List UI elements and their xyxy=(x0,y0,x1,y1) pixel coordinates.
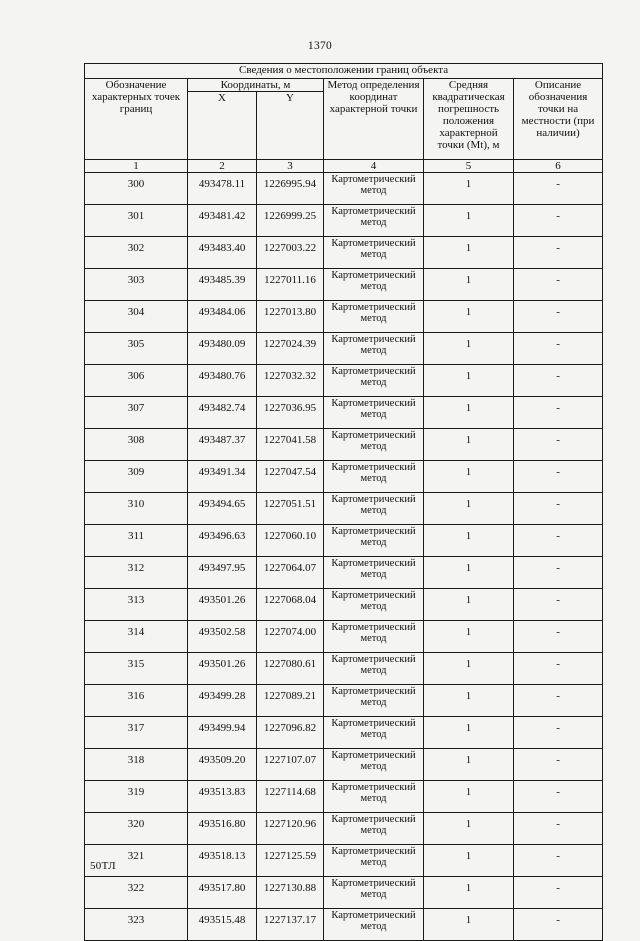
table-row xyxy=(85,525,603,557)
coord-y-cell: 1227064.07 xyxy=(257,557,324,589)
mt-cell: 1 xyxy=(424,461,514,493)
mt-cell: 1 xyxy=(424,525,514,557)
method-cell: Картометрический метод xyxy=(324,589,424,621)
point-number-cell: 314 xyxy=(85,621,188,653)
mt-cell: 1 xyxy=(424,173,514,205)
coord-y-cell: 1227060.10 xyxy=(257,525,324,557)
description-cell: - xyxy=(514,173,603,205)
method-cell: Картометрический метод xyxy=(324,397,424,429)
coord-y-cell: 1227125.59 xyxy=(257,845,324,877)
header-description: Описание обозначения точки на местности (при наличии) xyxy=(514,79,603,160)
coord-y-cell: 1227003.22 xyxy=(257,237,324,269)
page-number: 1370 xyxy=(307,40,333,52)
point-number-cell: 306 xyxy=(85,365,188,397)
table-row xyxy=(85,781,603,813)
coord-x-cell: 493497.95 xyxy=(188,557,257,589)
method-cell: Картометрический метод xyxy=(324,269,424,301)
coord-y-cell: 1227051.51 xyxy=(257,493,324,525)
table-row xyxy=(85,205,603,237)
table-row xyxy=(85,909,603,941)
mt-cell: 1 xyxy=(424,237,514,269)
mt-cell: 1 xyxy=(424,685,514,717)
coord-x-cell: 493515.48 xyxy=(188,909,257,941)
method-cell: Картометрический метод xyxy=(324,333,424,365)
description-cell: - xyxy=(514,269,603,301)
description-cell: - xyxy=(514,301,603,333)
coord-y-cell: 1227024.39 xyxy=(257,333,324,365)
table-title-row xyxy=(85,64,603,79)
coord-y-cell: 1226995.94 xyxy=(257,173,324,205)
point-number-cell: 303 xyxy=(85,269,188,301)
coord-y-cell: 1227041.58 xyxy=(257,429,324,461)
method-cell: Картометрический метод xyxy=(324,461,424,493)
point-number-cell: 318 xyxy=(85,749,188,781)
header-method: Метод определения координат характерной точки xyxy=(324,79,424,160)
coord-y-cell: 1226999.25 xyxy=(257,205,324,237)
coord-x-cell: 493516.80 xyxy=(188,813,257,845)
table-row xyxy=(85,845,603,877)
point-number-cell: 319 xyxy=(85,781,188,813)
method-cell: Картометрический метод xyxy=(324,493,424,525)
mt-cell: 1 xyxy=(424,333,514,365)
coord-x-cell: 493517.80 xyxy=(188,877,257,909)
description-cell: - xyxy=(514,429,603,461)
table-row xyxy=(85,301,603,333)
description-cell: - xyxy=(514,493,603,525)
coord-x-cell: 493483.40 xyxy=(188,237,257,269)
mt-cell: 1 xyxy=(424,749,514,781)
coord-y-cell: 1227013.80 xyxy=(257,301,324,333)
header-y: Y xyxy=(257,92,324,160)
column-number: 2 xyxy=(188,160,257,173)
table-row xyxy=(85,877,603,909)
table-row xyxy=(85,237,603,269)
column-number: 5 xyxy=(424,160,514,173)
point-number-cell: 321 xyxy=(85,845,188,877)
method-cell: Картометрический метод xyxy=(324,205,424,237)
header-coordinates: Координаты, м xyxy=(188,79,324,92)
method-cell: Картометрический метод xyxy=(324,653,424,685)
method-cell: Картометрический метод xyxy=(324,557,424,589)
method-cell: Картометрический метод xyxy=(324,173,424,205)
mt-cell: 1 xyxy=(424,909,514,941)
coord-y-cell: 1227114.68 xyxy=(257,781,324,813)
point-number-cell: 304 xyxy=(85,301,188,333)
description-cell: - xyxy=(514,397,603,429)
point-number-cell: 301 xyxy=(85,205,188,237)
method-cell: Картометрический метод xyxy=(324,781,424,813)
description-cell: - xyxy=(514,813,603,845)
coord-y-cell: 1227107.07 xyxy=(257,749,324,781)
coord-y-cell: 1227080.61 xyxy=(257,653,324,685)
description-cell: - xyxy=(514,621,603,653)
point-number-cell: 323 xyxy=(85,909,188,941)
column-number: 4 xyxy=(324,160,424,173)
coord-x-cell: 493509.20 xyxy=(188,749,257,781)
point-number-cell: 322 xyxy=(85,877,188,909)
table-row xyxy=(85,653,603,685)
coord-x-cell: 493491.34 xyxy=(188,461,257,493)
method-cell: Картометрический метод xyxy=(324,429,424,461)
coord-x-cell: 493480.09 xyxy=(188,333,257,365)
mt-cell: 1 xyxy=(424,621,514,653)
column-number: 6 xyxy=(514,160,603,173)
table-row xyxy=(85,493,603,525)
table-row xyxy=(85,557,603,589)
table-row xyxy=(85,589,603,621)
column-number: 3 xyxy=(257,160,324,173)
coord-y-cell: 1227036.95 xyxy=(257,397,324,429)
point-number-cell: 317 xyxy=(85,717,188,749)
description-cell: - xyxy=(514,749,603,781)
description-cell: - xyxy=(514,717,603,749)
boundary-points-table xyxy=(84,63,603,941)
coord-x-cell: 493502.58 xyxy=(188,621,257,653)
point-number-cell: 307 xyxy=(85,397,188,429)
coord-x-cell: 493478.11 xyxy=(188,173,257,205)
point-number-cell: 305 xyxy=(85,333,188,365)
point-number-cell: 313 xyxy=(85,589,188,621)
table-row xyxy=(85,333,603,365)
table-row xyxy=(85,173,603,205)
method-cell: Картометрический метод xyxy=(324,909,424,941)
coord-y-cell: 1227068.04 xyxy=(257,589,324,621)
description-cell: - xyxy=(514,557,603,589)
point-number-cell: 300 xyxy=(85,173,188,205)
mt-cell: 1 xyxy=(424,845,514,877)
table-row xyxy=(85,397,603,429)
description-cell: - xyxy=(514,365,603,397)
description-cell: - xyxy=(514,845,603,877)
method-cell: Картометрический метод xyxy=(324,877,424,909)
coord-y-cell: 1227096.82 xyxy=(257,717,324,749)
mt-cell: 1 xyxy=(424,653,514,685)
method-cell: Картометрический метод xyxy=(324,845,424,877)
description-cell: - xyxy=(514,333,603,365)
method-cell: Картометрический метод xyxy=(324,621,424,653)
description-cell: - xyxy=(514,205,603,237)
footer-code: 50ТЛ xyxy=(90,860,116,872)
table-row xyxy=(85,621,603,653)
coord-x-cell: 493501.26 xyxy=(188,653,257,685)
column-numbers-row xyxy=(85,160,603,173)
mt-cell: 1 xyxy=(424,205,514,237)
table-row xyxy=(85,685,603,717)
method-cell: Картометрический метод xyxy=(324,813,424,845)
method-cell: Картометрический метод xyxy=(324,237,424,269)
header-row xyxy=(85,79,603,92)
method-cell: Картометрический метод xyxy=(324,685,424,717)
description-cell: - xyxy=(514,877,603,909)
coord-x-cell: 493513.83 xyxy=(188,781,257,813)
coord-x-cell: 493485.39 xyxy=(188,269,257,301)
point-number-cell: 311 xyxy=(85,525,188,557)
coord-y-cell: 1227011.16 xyxy=(257,269,324,301)
table-row xyxy=(85,429,603,461)
description-cell: - xyxy=(514,685,603,717)
coord-x-cell: 493487.37 xyxy=(188,429,257,461)
point-number-cell: 302 xyxy=(85,237,188,269)
method-cell: Картометрический метод xyxy=(324,525,424,557)
mt-cell: 1 xyxy=(424,589,514,621)
method-cell: Картометрический метод xyxy=(324,749,424,781)
mt-cell: 1 xyxy=(424,493,514,525)
method-cell: Картометрический метод xyxy=(324,301,424,333)
header-mean-square-error: Средняя квадратическая погрешность положения характерной точки (Mt), м xyxy=(424,79,514,160)
coord-x-cell: 493484.06 xyxy=(188,301,257,333)
mt-cell: 1 xyxy=(424,813,514,845)
table-row xyxy=(85,365,603,397)
method-cell: Картометрический метод xyxy=(324,717,424,749)
coord-x-cell: 493499.94 xyxy=(188,717,257,749)
table-title: Сведения о местоположении границ объекта xyxy=(85,64,603,79)
mt-cell: 1 xyxy=(424,301,514,333)
table-row xyxy=(85,749,603,781)
point-number-cell: 309 xyxy=(85,461,188,493)
mt-cell: 1 xyxy=(424,557,514,589)
point-number-cell: 310 xyxy=(85,493,188,525)
coord-x-cell: 493494.65 xyxy=(188,493,257,525)
coord-x-cell: 493501.26 xyxy=(188,589,257,621)
coord-x-cell: 493499.28 xyxy=(188,685,257,717)
coord-x-cell: 493482.74 xyxy=(188,397,257,429)
description-cell: - xyxy=(514,237,603,269)
method-cell: Картометрический метод xyxy=(324,365,424,397)
coord-y-cell: 1227089.21 xyxy=(257,685,324,717)
mt-cell: 1 xyxy=(424,781,514,813)
header-x: X xyxy=(188,92,257,160)
point-number-cell: 312 xyxy=(85,557,188,589)
mt-cell: 1 xyxy=(424,365,514,397)
point-number-cell: 315 xyxy=(85,653,188,685)
coord-y-cell: 1227120.96 xyxy=(257,813,324,845)
description-cell: - xyxy=(514,589,603,621)
coord-y-cell: 1227047.54 xyxy=(257,461,324,493)
header-point-designation: Обозначение характерных точек границ xyxy=(85,79,188,160)
coord-x-cell: 493480.76 xyxy=(188,365,257,397)
column-number: 1 xyxy=(85,160,188,173)
coord-x-cell: 493481.42 xyxy=(188,205,257,237)
coord-y-cell: 1227137.17 xyxy=(257,909,324,941)
description-cell: - xyxy=(514,461,603,493)
point-number-cell: 320 xyxy=(85,813,188,845)
table-body xyxy=(85,64,603,941)
coord-y-cell: 1227074.00 xyxy=(257,621,324,653)
mt-cell: 1 xyxy=(424,717,514,749)
coord-x-cell: 493518.13 xyxy=(188,845,257,877)
description-cell: - xyxy=(514,525,603,557)
mt-cell: 1 xyxy=(424,269,514,301)
coord-y-cell: 1227032.32 xyxy=(257,365,324,397)
mt-cell: 1 xyxy=(424,429,514,461)
description-cell: - xyxy=(514,909,603,941)
coord-x-cell: 493496.63 xyxy=(188,525,257,557)
mt-cell: 1 xyxy=(424,397,514,429)
coord-y-cell: 1227130.88 xyxy=(257,877,324,909)
table-row xyxy=(85,269,603,301)
table-row xyxy=(85,717,603,749)
point-number-cell: 308 xyxy=(85,429,188,461)
table-row xyxy=(85,461,603,493)
description-cell: - xyxy=(514,653,603,685)
point-number-cell: 316 xyxy=(85,685,188,717)
mt-cell: 1 xyxy=(424,877,514,909)
description-cell: - xyxy=(514,781,603,813)
table-row xyxy=(85,813,603,845)
